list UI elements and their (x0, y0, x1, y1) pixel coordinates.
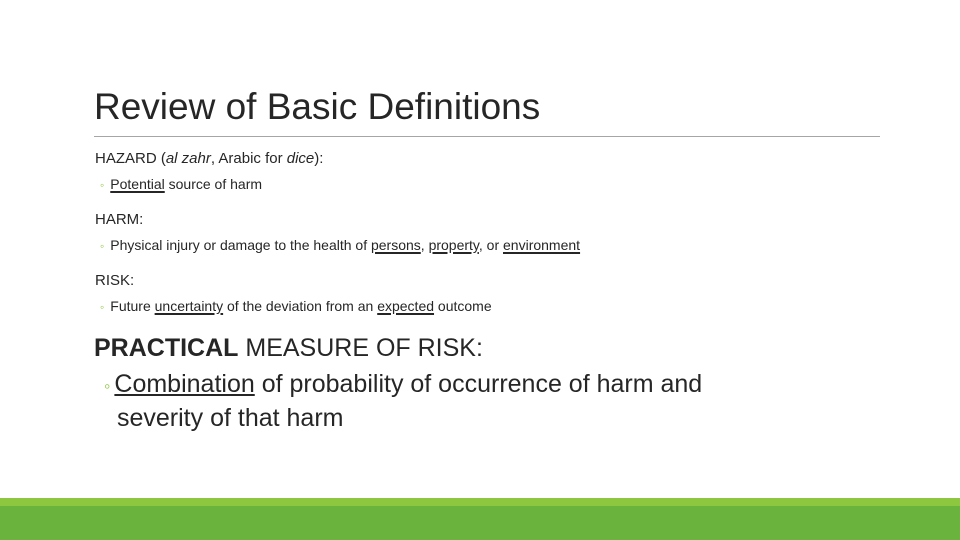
underlined-persons: persons (370, 237, 421, 253)
hazard-definition: ◦ Potential source of harm (100, 176, 263, 192)
hazard-etymology-arabic: al zahr (165, 150, 211, 167)
harm-term: HARM: (95, 211, 144, 228)
hazard-term: HAZARD (al zahr, Arabic for dice): (95, 150, 324, 167)
slide-title: Review of Basic Definitions (94, 86, 541, 127)
footer-band (0, 506, 960, 540)
bullet-icon: ◦ (100, 239, 105, 253)
practical-definition-line-1: ◦ Combination of probability of occurrence of harm and (104, 370, 703, 398)
risk-term: RISK: (95, 272, 135, 289)
practical-definition-line-2: severity of that harm (117, 404, 344, 432)
bullet-icon: ◦ (100, 178, 105, 192)
hazard-etymology-dice: dice (286, 150, 315, 167)
underlined-combination: Combination (114, 370, 255, 398)
underlined-expected: expected (377, 298, 435, 314)
risk-definition: ◦ Future uncertainty of the deviation from an expected outcome (100, 298, 492, 314)
footer-accent-stripe (0, 498, 960, 506)
underlined-environment: environment (503, 237, 581, 253)
bullet-icon: ◦ (100, 300, 105, 314)
bullet-icon: ◦ (104, 376, 111, 396)
practical-measure-heading: PRACTICAL MEASURE OF RISK: (94, 334, 483, 362)
title-divider (94, 136, 880, 137)
harm-definition: ◦ Physical injury or damage to the health of persons, property, or environment (100, 237, 581, 253)
underlined-potential: Potential (110, 176, 165, 192)
underlined-property: property (428, 237, 479, 253)
underlined-uncertainty: uncertainty (154, 298, 224, 314)
